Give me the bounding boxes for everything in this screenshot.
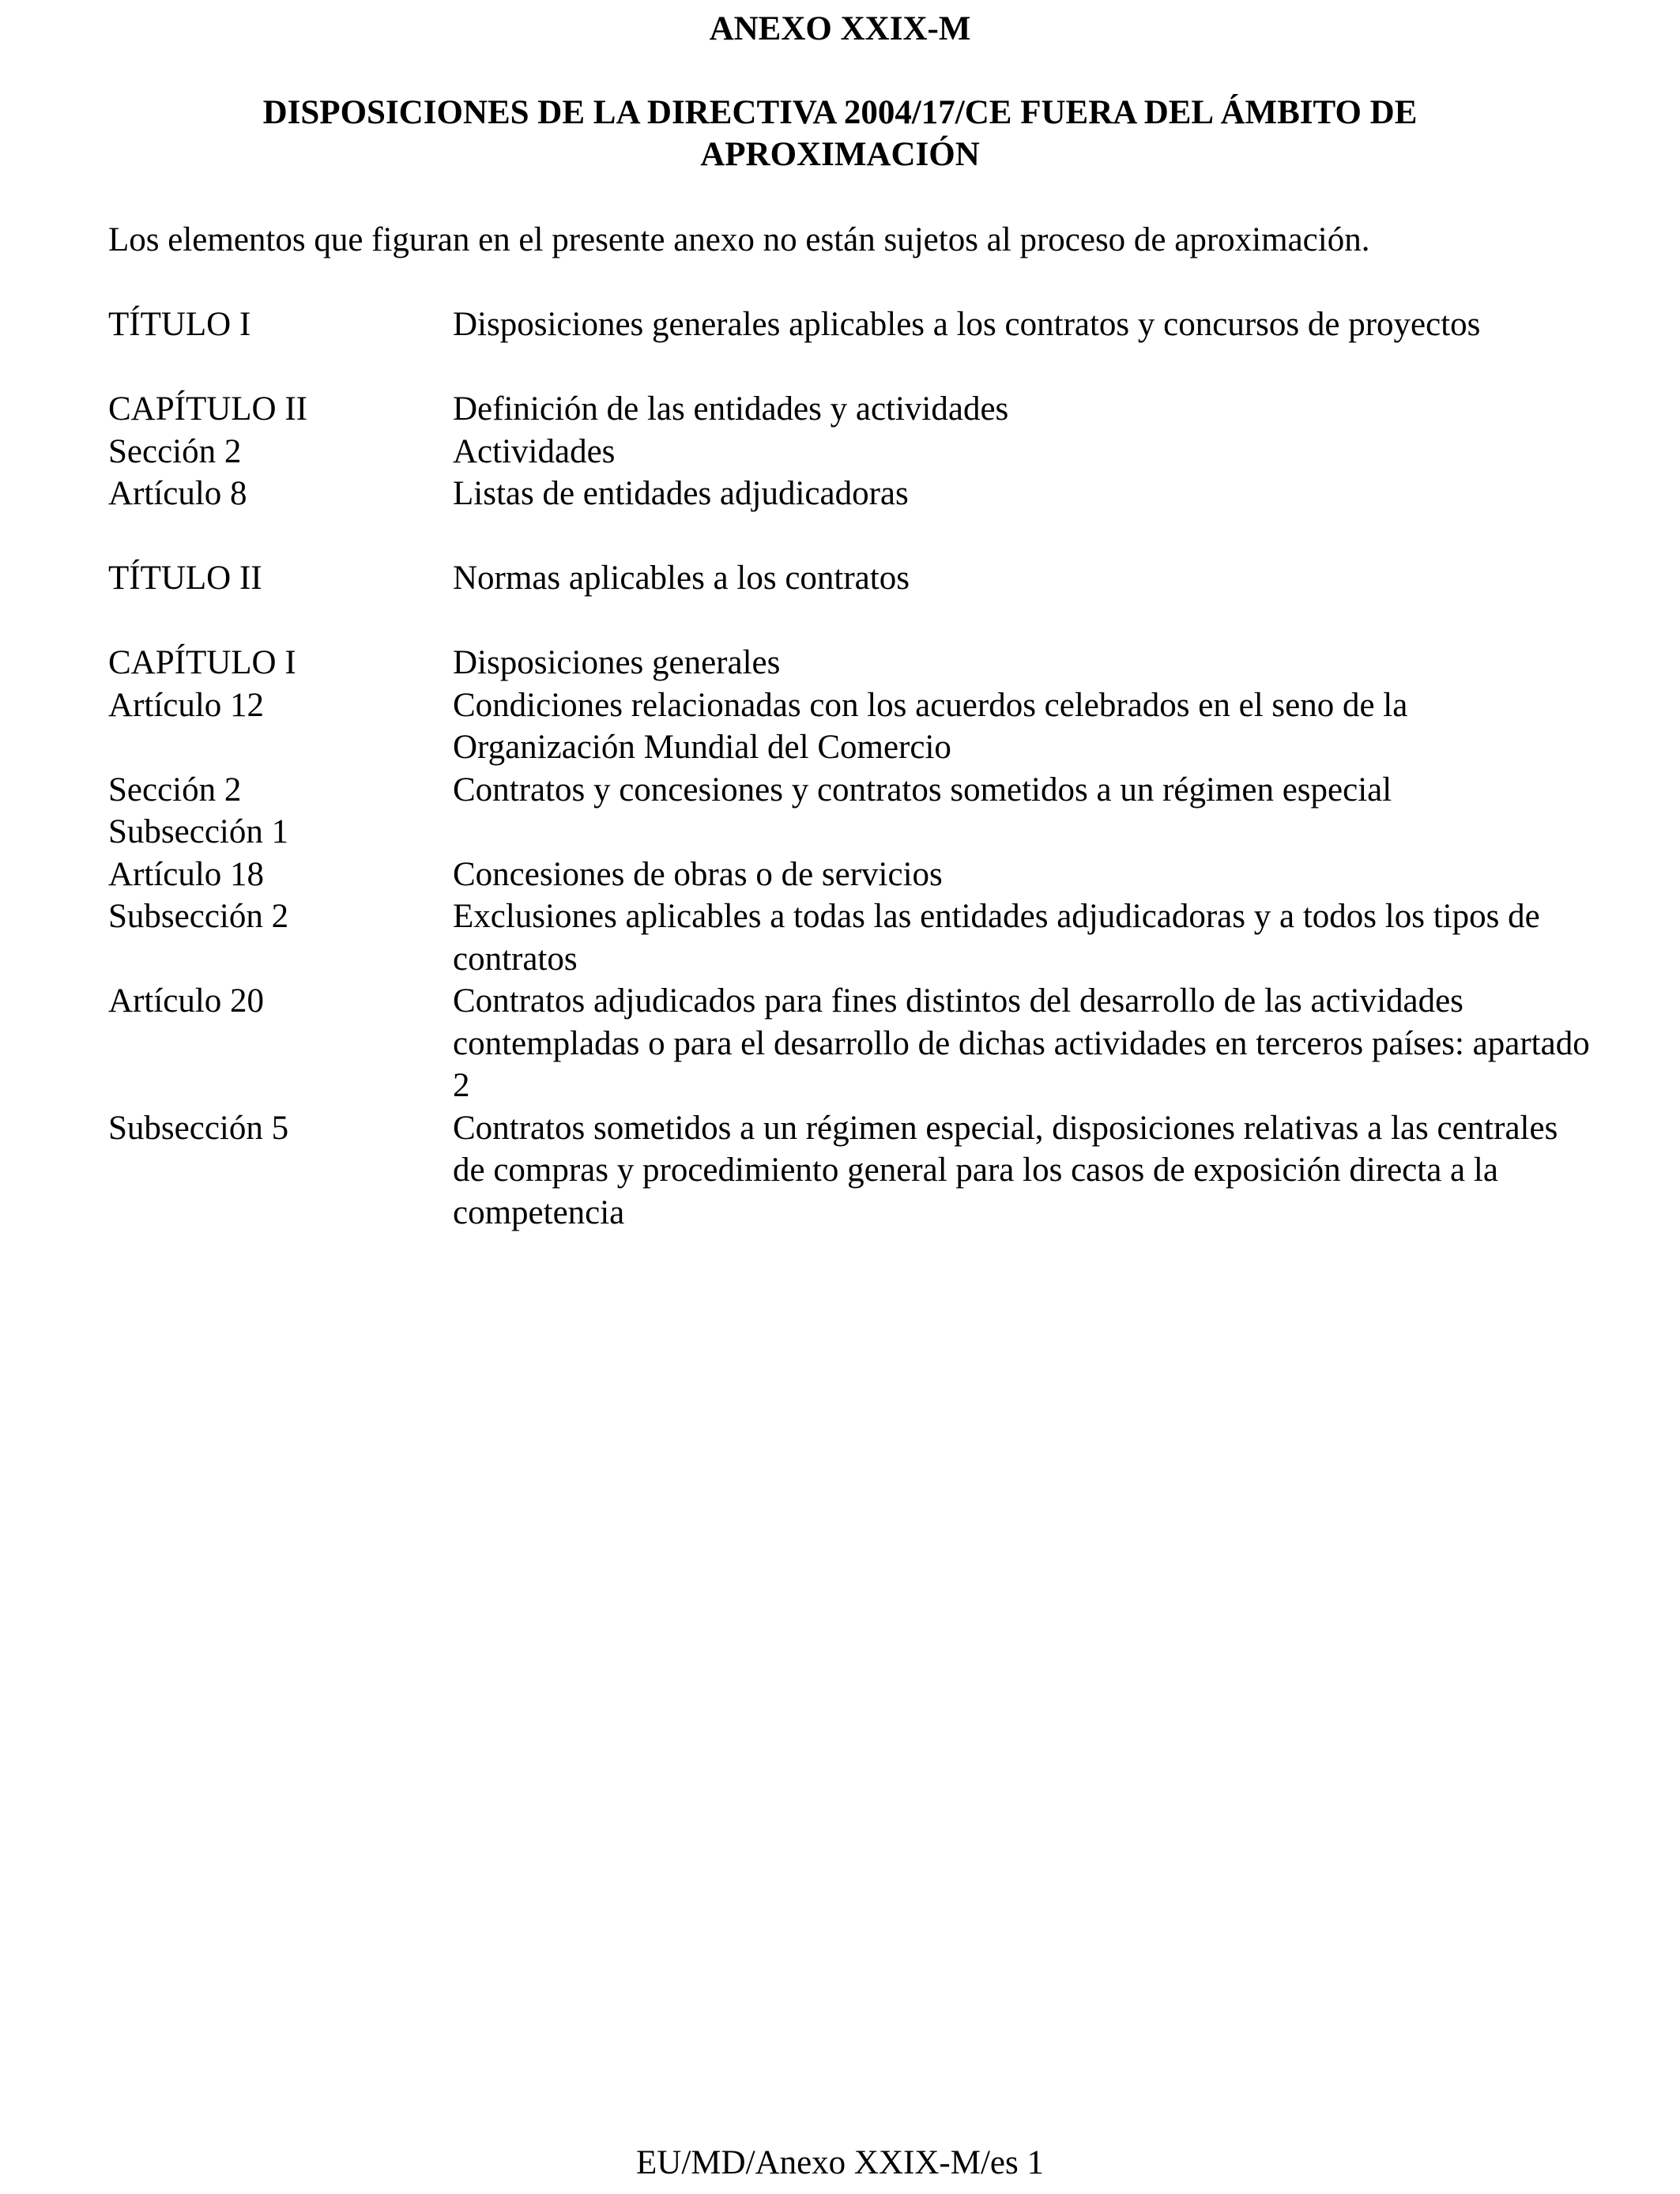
provision-description: Exclusiones aplicables a todas las entidades adjudicadoras y a todos los tipos de contratos <box>453 898 1540 978</box>
provision-row <box>108 769 1594 812</box>
provision-row <box>108 895 1594 980</box>
intro-paragraph: Los elementos que figuran en el presente anexo no están sujetos al proceso de aproximación. <box>108 221 1370 258</box>
provision-label: CAPÍTULO II <box>108 390 307 428</box>
provision-description: Normas aplicables a los contratos <box>453 560 910 597</box>
provision-row <box>108 980 1594 1107</box>
provision-description: Disposiciones generales <box>453 644 781 681</box>
page-footer: EU/MD/Anexo XXIX-M/es 1 <box>636 2144 1044 2181</box>
provision-description: Concesiones de obras o de servicios <box>453 855 943 893</box>
provision-label: Artículo 20 <box>108 982 265 1020</box>
annex-subtitle-line-2: APROXIMACIÓN <box>700 136 980 173</box>
provision-label: Subsección 1 <box>108 813 289 850</box>
provision-label: Artículo 18 <box>108 855 265 893</box>
provision-label: Sección 2 <box>108 771 242 809</box>
provision-row <box>108 854 1594 896</box>
provisions-list <box>108 303 1594 1234</box>
provision-description: Listas de entidades adjudicadoras <box>453 475 909 512</box>
provision-label: Artículo 8 <box>108 475 247 512</box>
provision-row <box>108 1107 1594 1235</box>
provision-row <box>108 388 1594 431</box>
provision-label: CAPÍTULO I <box>108 644 296 681</box>
provision-row <box>108 684 1594 769</box>
annex-subtitle-line-1: DISPOSICIONES DE LA DIRECTIVA 2004/17/CE FUERA DEL ÁMBITO DE <box>262 94 1418 131</box>
annex-subtitle <box>0 92 1680 175</box>
provision-row <box>108 431 1594 473</box>
annex-title: ANEXO XXIX-M <box>709 10 971 47</box>
provision-row <box>108 557 1594 600</box>
provision-label: Sección 2 <box>108 432 242 470</box>
provision-description: Definición de las entidades y actividades <box>453 390 1009 428</box>
provision-row <box>108 473 1594 515</box>
provision-label: Artículo 12 <box>108 686 265 724</box>
provision-label: Subsección 2 <box>108 898 289 935</box>
provision-description: Disposiciones generales aplicables a los contratos y concursos de proyectos <box>453 306 1481 343</box>
provision-row <box>108 642 1594 684</box>
provision-label: TÍTULO II <box>108 560 262 597</box>
provision-description: Contratos sometidos a un régimen especial, disposiciones relativas a las centrales de compras y procedimiento general para los casos de exposición directa a la competencia <box>453 1109 1558 1231</box>
provision-label: TÍTULO I <box>108 306 251 343</box>
provision-description: Contratos y concesiones y contratos sometidos a un régimen especial <box>453 771 1392 809</box>
provision-label: Subsección 5 <box>108 1109 289 1147</box>
provision-description: Contratos adjudicados para fines distintos del desarrollo de las actividades contempladas o para el desarrollo de dichas actividades en terceros países: apartado 2 <box>453 982 1590 1104</box>
provision-row <box>108 303 1594 346</box>
provision-description: Condiciones relacionadas con los acuerdos celebrados en el seno de la Organización Mundial del Comercio <box>453 686 1408 766</box>
provision-row <box>108 811 1594 854</box>
provision-description: Actividades <box>453 432 616 470</box>
